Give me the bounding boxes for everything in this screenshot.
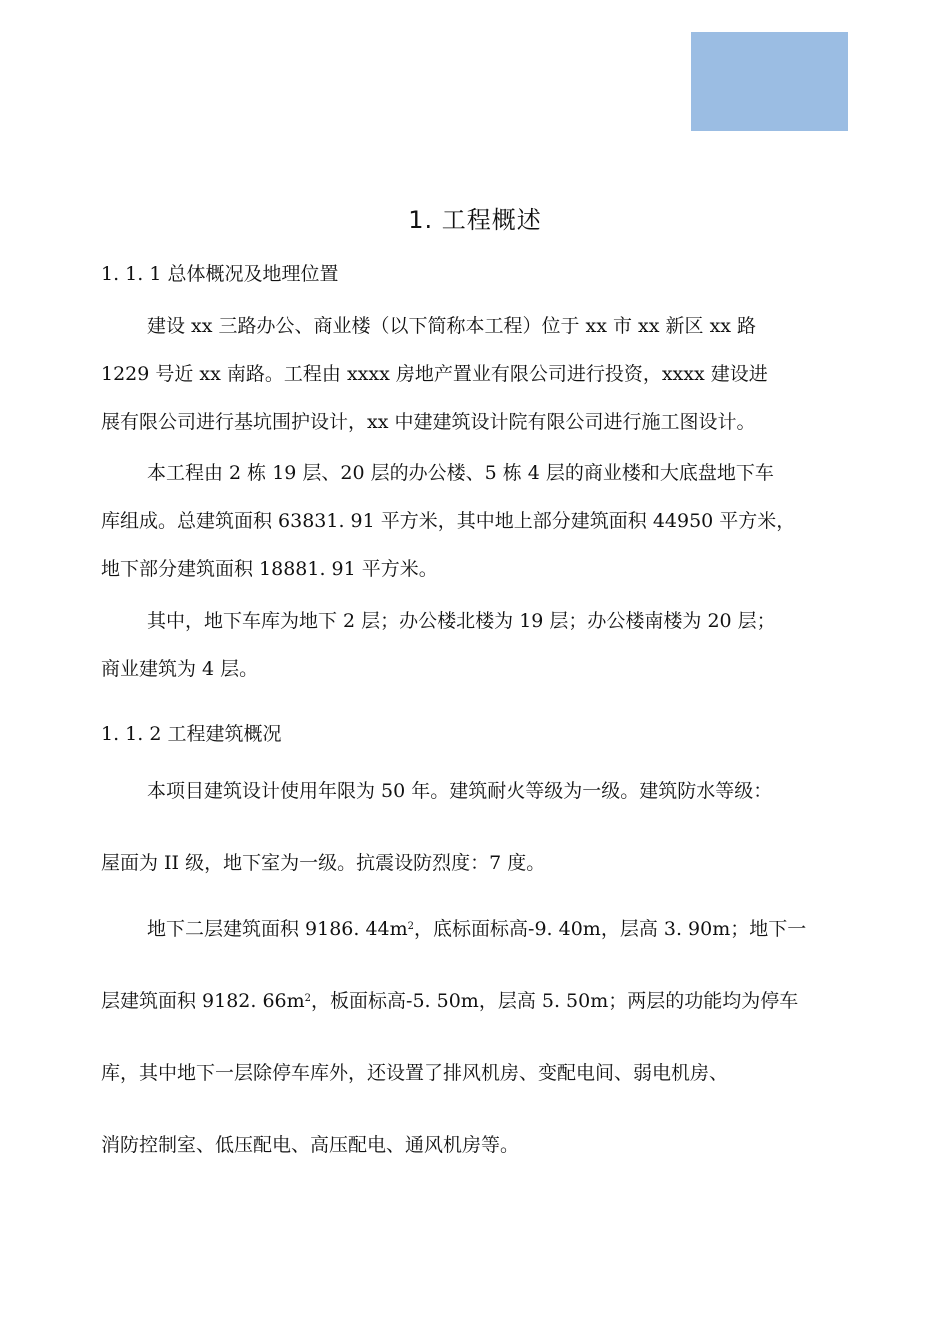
text-line: 库，其中地下一层除停车库外，还设置了排风机房、变配电间、弱电机房、 bbox=[101, 1062, 729, 1084]
text-line: 商业建筑为 4 层。 bbox=[101, 658, 259, 680]
text-line: 屋面为 II 级，地下室为一级。抗震设防烈度：7 度。 bbox=[101, 852, 546, 874]
page-title: 1. 工程概述 bbox=[408, 206, 542, 234]
text-line: 库组成。总建筑面积 63831. 91 平方米，其中地上部分建筑面积 44950 平方米， bbox=[101, 510, 796, 532]
section-heading-1: 1. 1. 1 总体概况及地理位置 bbox=[101, 263, 339, 285]
paragraph-location bbox=[101, 302, 861, 446]
superscript: 2 bbox=[304, 993, 312, 1004]
paragraph-basement bbox=[101, 893, 861, 1181]
text-line: 本项目建筑设计使用年限为 50 年。建筑耐火等级为一级。建筑防水等级： bbox=[147, 780, 773, 802]
text-line: 消防控制室、低压配电、高压配电、通风机房等。 bbox=[101, 1134, 520, 1156]
superscript: 2 bbox=[407, 921, 415, 932]
text-line: 本工程由 2 栋 19 层、20 层的办公楼、5 栋 4 层的商业楼和大底盘地下车 bbox=[147, 462, 774, 484]
paragraph-composition bbox=[101, 449, 861, 593]
text-line: 地下二层建筑面积 9186. $44m^2$，底标面标高-9. 40m，层高 3. 90m；地下一 bbox=[147, 918, 807, 940]
text-line: 其中，地下车库为地下 2 层；办公楼北楼为 19 层；办公楼南楼为 20 层； bbox=[147, 610, 776, 632]
text-line: 地下部分建筑面积 18881. 91 平方米。 bbox=[101, 558, 438, 580]
text-line: 建设 xx 三路办公、商业楼（以下简称本工程）位于 xx 市 xx 新区 xx 路 bbox=[147, 315, 757, 337]
text-line: 展有限公司进行基坑围护设计，xx 中建建筑设计院有限公司进行施工图设计。 bbox=[101, 411, 756, 433]
paragraph-design-grades bbox=[101, 755, 861, 899]
text-line: 层建筑面积 9182. $66m^2$，板面标高-5. 50m，层高 5. 50m；两层的功能均为停车 bbox=[101, 990, 799, 1012]
corner-color-block bbox=[691, 32, 848, 131]
section-heading-2: 1. 1. 2 工程建筑概况 bbox=[101, 723, 282, 745]
text-line: 1229 号近 xx 南路。工程由 xxxx 房地产置业有限公司进行投资，xxxx 建设进 bbox=[101, 363, 768, 385]
paragraph-floors bbox=[101, 597, 861, 693]
